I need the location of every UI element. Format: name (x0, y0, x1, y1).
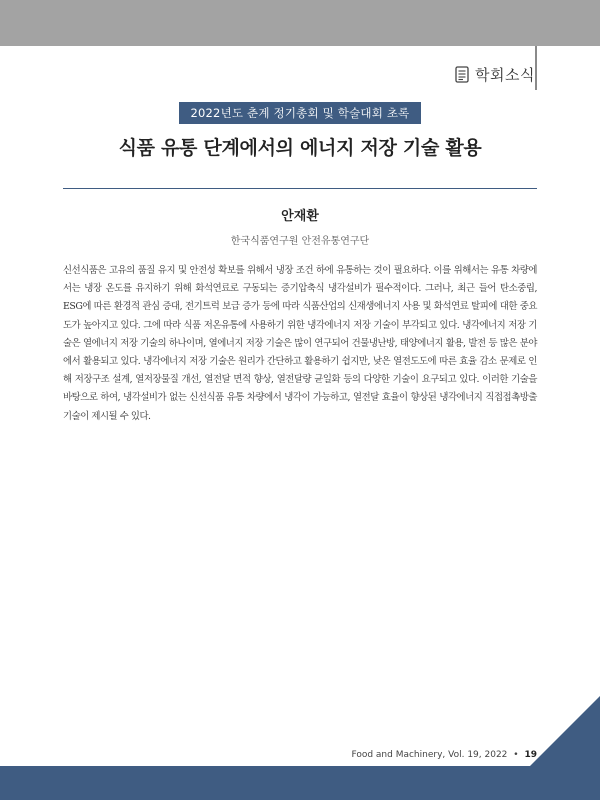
header-band (0, 0, 600, 46)
journal-citation: Food and Machinery, Vol. 19, 2022 (351, 750, 508, 760)
section-label: 학회소식 (475, 65, 535, 84)
document-icon (455, 66, 469, 83)
event-banner: 2022년도 춘계 정기총회 및 학술대회 초록 (179, 102, 421, 124)
section-tag (455, 63, 535, 85)
page-number: 19 (524, 750, 537, 760)
header-divider (535, 46, 537, 90)
author-name: 안재환 (281, 209, 319, 224)
abstract-body: 신선식품은 고유의 품질 유지 및 안전성 확보를 위해서 냉장 조건 하에 유통하는 것이 필요하다. 이를 위해서는 유통 차량에서는 냉장 온도를 유지하기 위해 화석연료로 구동되는 증기압축식 냉각설비가 필수적이다. 그러나, 최근 들어 탄소중립, ESG에 따른 환경적 관심 증대, 전기트럭 보급 증가 등에 따라 식품산업의 신재생에너지 사용 및 화석연료 탈피에 대한 중요도가 높아지고 있다. 그에 따라 식품 저온유통에 사용하기 위한 냉각에너지 저장 기술이 부각되고 있다. 냉각에너지 저장 기술은 열에너지 저장 기술의 하나이며, 열에너지 저장 기술은 많이 연구되어 건물냉난방, 태양에너지 활용, 발전 등 많은 분야에서 활용되고 있다. 냉각에너지 저장 기술은 원리가 간단하고 활용하기 쉽지만, 낮은 열전도도에 따른 효율 감소 문제로 인해 저장구조 설계, 열저장물질 개선, 열전달 면적 향상, 열전달량 균일화 등의 다양한 기술이 요구되고 있다. 이러한 기술을 바탕으로 하여, 냉각설비가 없는 신선식품 유통 차량에서 냉각이 가능하고, 열전달 효율이 향상된 냉각에너지 직접접촉방출 기술이 제시될 수 있다. (63, 265, 537, 422)
author-affiliation: 한국식품연구원 안전유통연구단 (230, 236, 370, 247)
corner-decoration (530, 696, 600, 766)
page-footer (351, 750, 537, 760)
title-divider (63, 188, 537, 189)
footer-band (0, 766, 600, 800)
article-title: 식품 유통 단계에서의 에너지 저장 기술 활용 (118, 137, 482, 159)
footer-bullet: • (513, 750, 519, 760)
